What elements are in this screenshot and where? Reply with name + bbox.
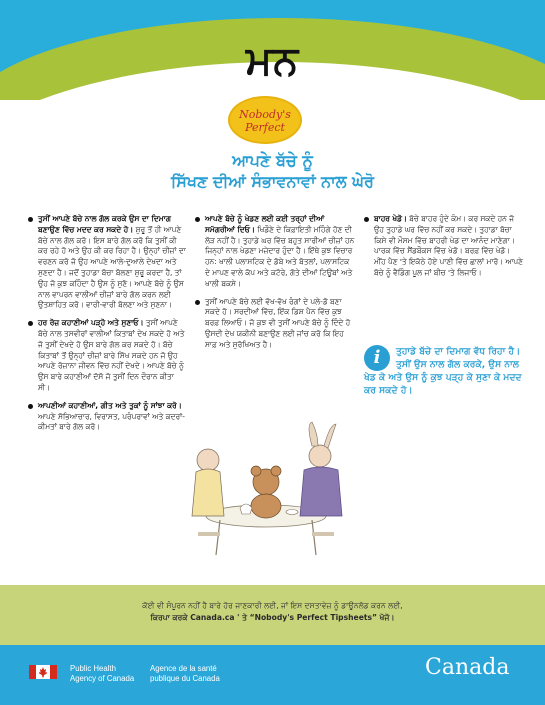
agency-en-line2: Agency of Canada: [70, 674, 135, 683]
bullet-talk-lead: ਤੁਸੀਂ ਆਪਣੇ ਬੱਚੇ ਨਾਲ ਗੱਲ ਕਰਕੇ ਉਸ ਦਾ ਦਿਮਾਗ ਬਣਾਉਣ ਵਿੱਚ ਮਦਦ ਕਰ ਸਕਦੇ ਹੋ।: [38, 214, 171, 234]
agency-name-french: [150, 664, 220, 684]
subtitle: [60, 150, 485, 192]
bullet-stories-body: ਤੁਸੀਂ ਆਪਣੇ ਬੱਚੇ ਨਾਲ ਤਸਵੀਰਾਂ ਵਾਲੀਆਂ ਕਿਤਾਬਾਂ ਦੇਖ ਸਕਦੇ ਹੋ ਅਤੇ ਜੋ ਤੁਸੀਂ ਦੇਖਦੇ ਹੋ ਉਸ ਬਾਰੇ ਗੱਲ ਕਰ ਸਕਦੇ ਹੋ। ਬੱਚੇ ਕਿਤਾਬਾਂ ਤੋਂ ਉਨ੍ਹਾਂ ਚੀਜ਼ਾਂ ਬਾਰੇ ਸਿੱਖ ਸਕਦੇ ਹਨ ਜੋ ਉਹ ਆਪਣੇ ਰੋਜ਼ਾਨਾ ਜੀਵਨ ਵਿੱਚ ਨਹੀਂ ਦੇਖਦੇ। ਆਪਣੇ ਬੱਚੇ ਨੂੰ ਉਸ ਬਾਰੇ ਕਹਾਣੀਆਂ ਦੱਸੋ ਜੋ ਤੁਸੀਂ ਦਿਨ ਦੌਰਾਨ ਕੀਤਾ ਸੀ।: [38, 318, 185, 392]
agency-fr-line2: publique du Canada: [150, 674, 220, 683]
nobodys-perfect-logo: [230, 98, 300, 142]
footer-note-text: [40, 600, 505, 624]
bullet-talk-body: ਸ਼ੁਰੂ ਤੋਂ ਹੀ ਆਪਣੇ ਬੱਚੇ ਨਾਲ ਗੱਲ ਕਰੋ। ਇਸ ਬਾਰੇ ਗੱਲ ਕਰੋ ਕਿ ਤੁਸੀਂ ਕੀ ਕਰ ਰਹੇ ਹੋ ਅਤੇ ਉਹ ਕੀ ਕਰ ਰਿਹਾ ਹੈ। ਉਨ੍ਹਾਂ ਚੀਜ਼ਾਂ ਦਾ ਵਰਣਨ ਕਰੋ ਜੋ ਉਹ ਆਪਣੇ ਆਲੇ-ਦੁਆਲੇ ਦੇਖਦਾ ਅਤੇ ਸੁਣਦਾ ਹੈ। ਜਦੋਂ ਤੁਹਾਡਾ ਬੱਚਾ ਬੋਲਣਾ ਸ਼ੁਰੂ ਕਰਦਾ ਹੈ, ਤਾਂ ਉਹ ਜੋ ਕੁਝ ਕਹਿੰਦਾ ਹੈ ਉਸ ਨੂੰ ਸੁਣੋ। ਆਪਣੇ ਬੱਚੇ ਨੂੰ ਉਸ ਨਾਲ ਵਾਪਰਨ ਵਾਲੀਆਂ ਚੀਜ਼ਾਂ ਬਾਰੇ ਗੱਲ ਕਰਨ ਲਈ ਉਤਸ਼ਾਹਿਤ ਕਰੋ। ਵਾਰੀ-ਵਾਰੀ ਬੋਲਣਾ ਅਤੇ ਸੁਣਨਾ।: [38, 224, 186, 310]
bullet-outside-lead: ਬਾਹਰ ਖੇਡੋ।: [374, 214, 407, 223]
bullet-playdough-body: ਤੁਸੀਂ ਆਪਣੇ ਬੱਚੇ ਲਈ ਵੱਖ-ਵੱਖ ਰੰਗਾਂ ਦੇ ਪਲੇ-ਡੋ ਬਣਾ ਸਕਦੇ ਹੋ। ਸਰਦੀਆਂ ਵਿੱਚ, ਇੱਕ ਡਿਸ਼ ਪੈਨ ਵਿੱਚ ਕੁਝ ਬਰਫ਼ ਲਿਆਓ। ਜੋ ਕੁਝ ਵੀ ਤੁਸੀਂ ਆਪਣੇ ਬੱਚੇ ਨੂੰ ਦਿੰਦੇ ਹੋ ਉਸਦੀ ਦੇਖ ਯਕੀਨੀ ਬਣਾਉਣ ਲਈ ਜਾਂਚ ਕਰੋ ਕਿ ਇਹ ਸਾਫ਼ ਅਤੇ ਸੁਰੱਖਿਅਤ ਹੈ।: [205, 296, 351, 349]
bullet-materials-lead: ਆਪਣੇ ਬੱਚੇ ਨੂੰ ਖੇਡਣ ਲਈ ਕਈ ਤਰ੍ਹਾਂ ਦੀਆਂ ਸਮੱਗਰੀਆਂ ਦਿਓ।: [205, 214, 325, 234]
subtitle-line2: ਸਿੱਖਣ ਦੀਆਂ ਸੰਭਾਵਨਾਵਾਂ ਨਾਲ ਘੇਰੋ: [171, 172, 374, 191]
info-icon: i: [364, 345, 390, 371]
bullet-outside: [364, 214, 524, 279]
logo-text-line1: Nobody's: [239, 108, 291, 121]
bullet-stories-lead: ਹਰ ਰੋਜ਼ ਕਹਾਣੀਆਂ ਪੜ੍ਹੋ ਅਤੇ ਸੁਣਾਓ।: [38, 318, 144, 328]
page-title: ਮਨ: [245, 38, 300, 84]
bullet-stories: [28, 318, 188, 394]
bullet-outside-body: ਬੱਚੇ ਬਾਹਰ ਹੁੰਦੇ ਕੰਮ। ਕਰ ਸਕਦੇ ਹਨ ਜੋ ਉਹ ਤੁਹਾਡੇ ਘਰ ਵਿੱਚ ਨਹੀਂ ਕਰ ਸਕਦੇ। ਤੁਹਾਡਾ ਬੱਚਾ ਕਿਸੇ ਵੀ ਮੌਸਮ ਵਿੱਚ ਬਾਹਰੀ ਖੇਡ ਦਾ ਆਨੰਦ ਮਾਣੇਗਾ। ਪਾਰਕ ਵਿੱਚ ਸੈਂਡਬੌਕਸ ਵਿੱਚ ਖੇਡੋ। ਬਰਫ਼ ਵਿੱਚ ਖੇਡੋ। ਮੀਂਹ ਪੈਣ 'ਤੇ ਇਕੱਠੇ ਹੋਏ ਪਾਣੀ ਵਿੱਚ ਛਾਲਾਂ ਮਾਰੋ। ਆਪਣੇ ਬੱਚੇ ਨੂੰ ਵੈਡਿੰਗ ਪੂਲ ਜਾਂ ਬੀਚ 'ਤੇ ਲਿਜਾਓ।: [374, 214, 523, 277]
footer-note-line2: ਕਿਰਪਾ ਕਰਕੇ Canada.ca ' ਤੇ “Nobody's Perfect Tipsheets” ਖੋਜੋ।: [150, 613, 395, 622]
footer-note-line1: ਕੋਈ ਵੀ ਸੰਪੂਰਨ ਨਹੀਂ ਹੈ ਬਾਰੇ ਹੋਰ ਜਾਣਕਾਰੀ ਲਈ, ਜਾਂ ਇਸ ਦਸਤਾਵੇਜ਼ ਨੂੰ ਡਾਊਨਲੋਡ ਕਰਨ ਲਈ,: [142, 601, 403, 610]
subtitle-line1: ਆਪਣੇ ਬੱਚੇ ਨੂੰ: [232, 151, 313, 170]
middle-column: [195, 214, 355, 358]
left-column: [28, 214, 188, 440]
agency-name-english: [70, 664, 134, 684]
info-callout: [364, 345, 524, 397]
canada-flag-icon: [29, 665, 57, 679]
agency-fr-line1: Agence de la santé: [150, 664, 217, 673]
agency-en-line1: Public Health: [70, 664, 116, 673]
bullet-talk: [28, 214, 188, 311]
bullet-share: [28, 401, 188, 433]
logo-text-line2: Perfect: [245, 121, 285, 134]
bullet-playdough: [195, 297, 355, 351]
canada-wordmark: Canada: [425, 655, 510, 680]
right-column: [364, 214, 524, 286]
tea-party-illustration: [180, 420, 352, 560]
bullet-share-lead: ਆਪਣੀਆਂ ਕਹਾਣੀਆਂ, ਗੀਤ ਅਤੇ ਤੁਕਾਂ ਨੂੰ ਸਾਂਝਾ ਕਰੋ।: [38, 400, 182, 410]
bullet-materials-body: ਖਿਡੌਣੇ ਦੇ ਕਿਫ਼ਾਇਤੀ ਮਹਿੰਗੇ ਹੋਣ ਦੀ ਲੋੜ ਨਹੀਂ ਹੈ। ਤੁਹਾਡੇ ਘਰ ਵਿੱਚ ਬਹੁਤ ਸਾਰੀਆਂ ਚੀਜ਼ਾਂ ਹਨ ਜਿਨ੍ਹਾਂ ਨਾਲ ਖੇਡਣਾ ਮਜ਼ੇਦਾਰ ਹੁੰਦਾ ਹੈ। ਇੱਥੇ ਕੁਝ ਵਿਚਾਰ ਹਨ: ਖਾਲੀ ਪਲਾਸਟਿਕ ਦੇ ਡੱਬੇ ਅਤੇ ਬੋਤਲਾਂ, ਪਲਾਸਟਿਕ ਦੇ ਮਾਪਣ ਵਾਲੇ ਕੱਪ ਅਤੇ ਕਟੋਰੇ, ਗੱਤੇ ਦੀਆਂ ਟਿਊਬਾਂ ਅਤੇ ਖਾਲੀ ਬਕਸੇ।: [205, 224, 355, 288]
bullet-share-body: ਆਪਣੇ ਸੱਭਿਆਚਾਰ, ਵਿਰਾਸਤ, ਪਰੰਪਰਾਵਾਂ ਅਤੇ ਕਦਰਾਂ-ਕੀਮਤਾਂ ਬਾਰੇ ਗੱਲ ਕਰੋ।: [38, 411, 185, 432]
info-callout-text: ਤੁਹਾਡੇ ਬੱਚੇ ਦਾ ਦਿਮਾਗ ਵੱਧ ਰਿਹਾ ਹੈ। ਤੁਸੀਂ ਉਸ ਨਾਲ ਗੱਲ ਕਰਕੇ, ਉਸ ਨਾਲ ਖੇਡ ਕੇ ਅਤੇ ਉਸ ਨੂੰ ਕੁਝ ਪੜ੍ਹ ਕੇ ਸੁਣਾ ਕੇ ਮਦਦ ਕਰ ਸਕਦੇ ਹੋ।: [364, 346, 522, 396]
bullet-materials: [195, 214, 355, 290]
